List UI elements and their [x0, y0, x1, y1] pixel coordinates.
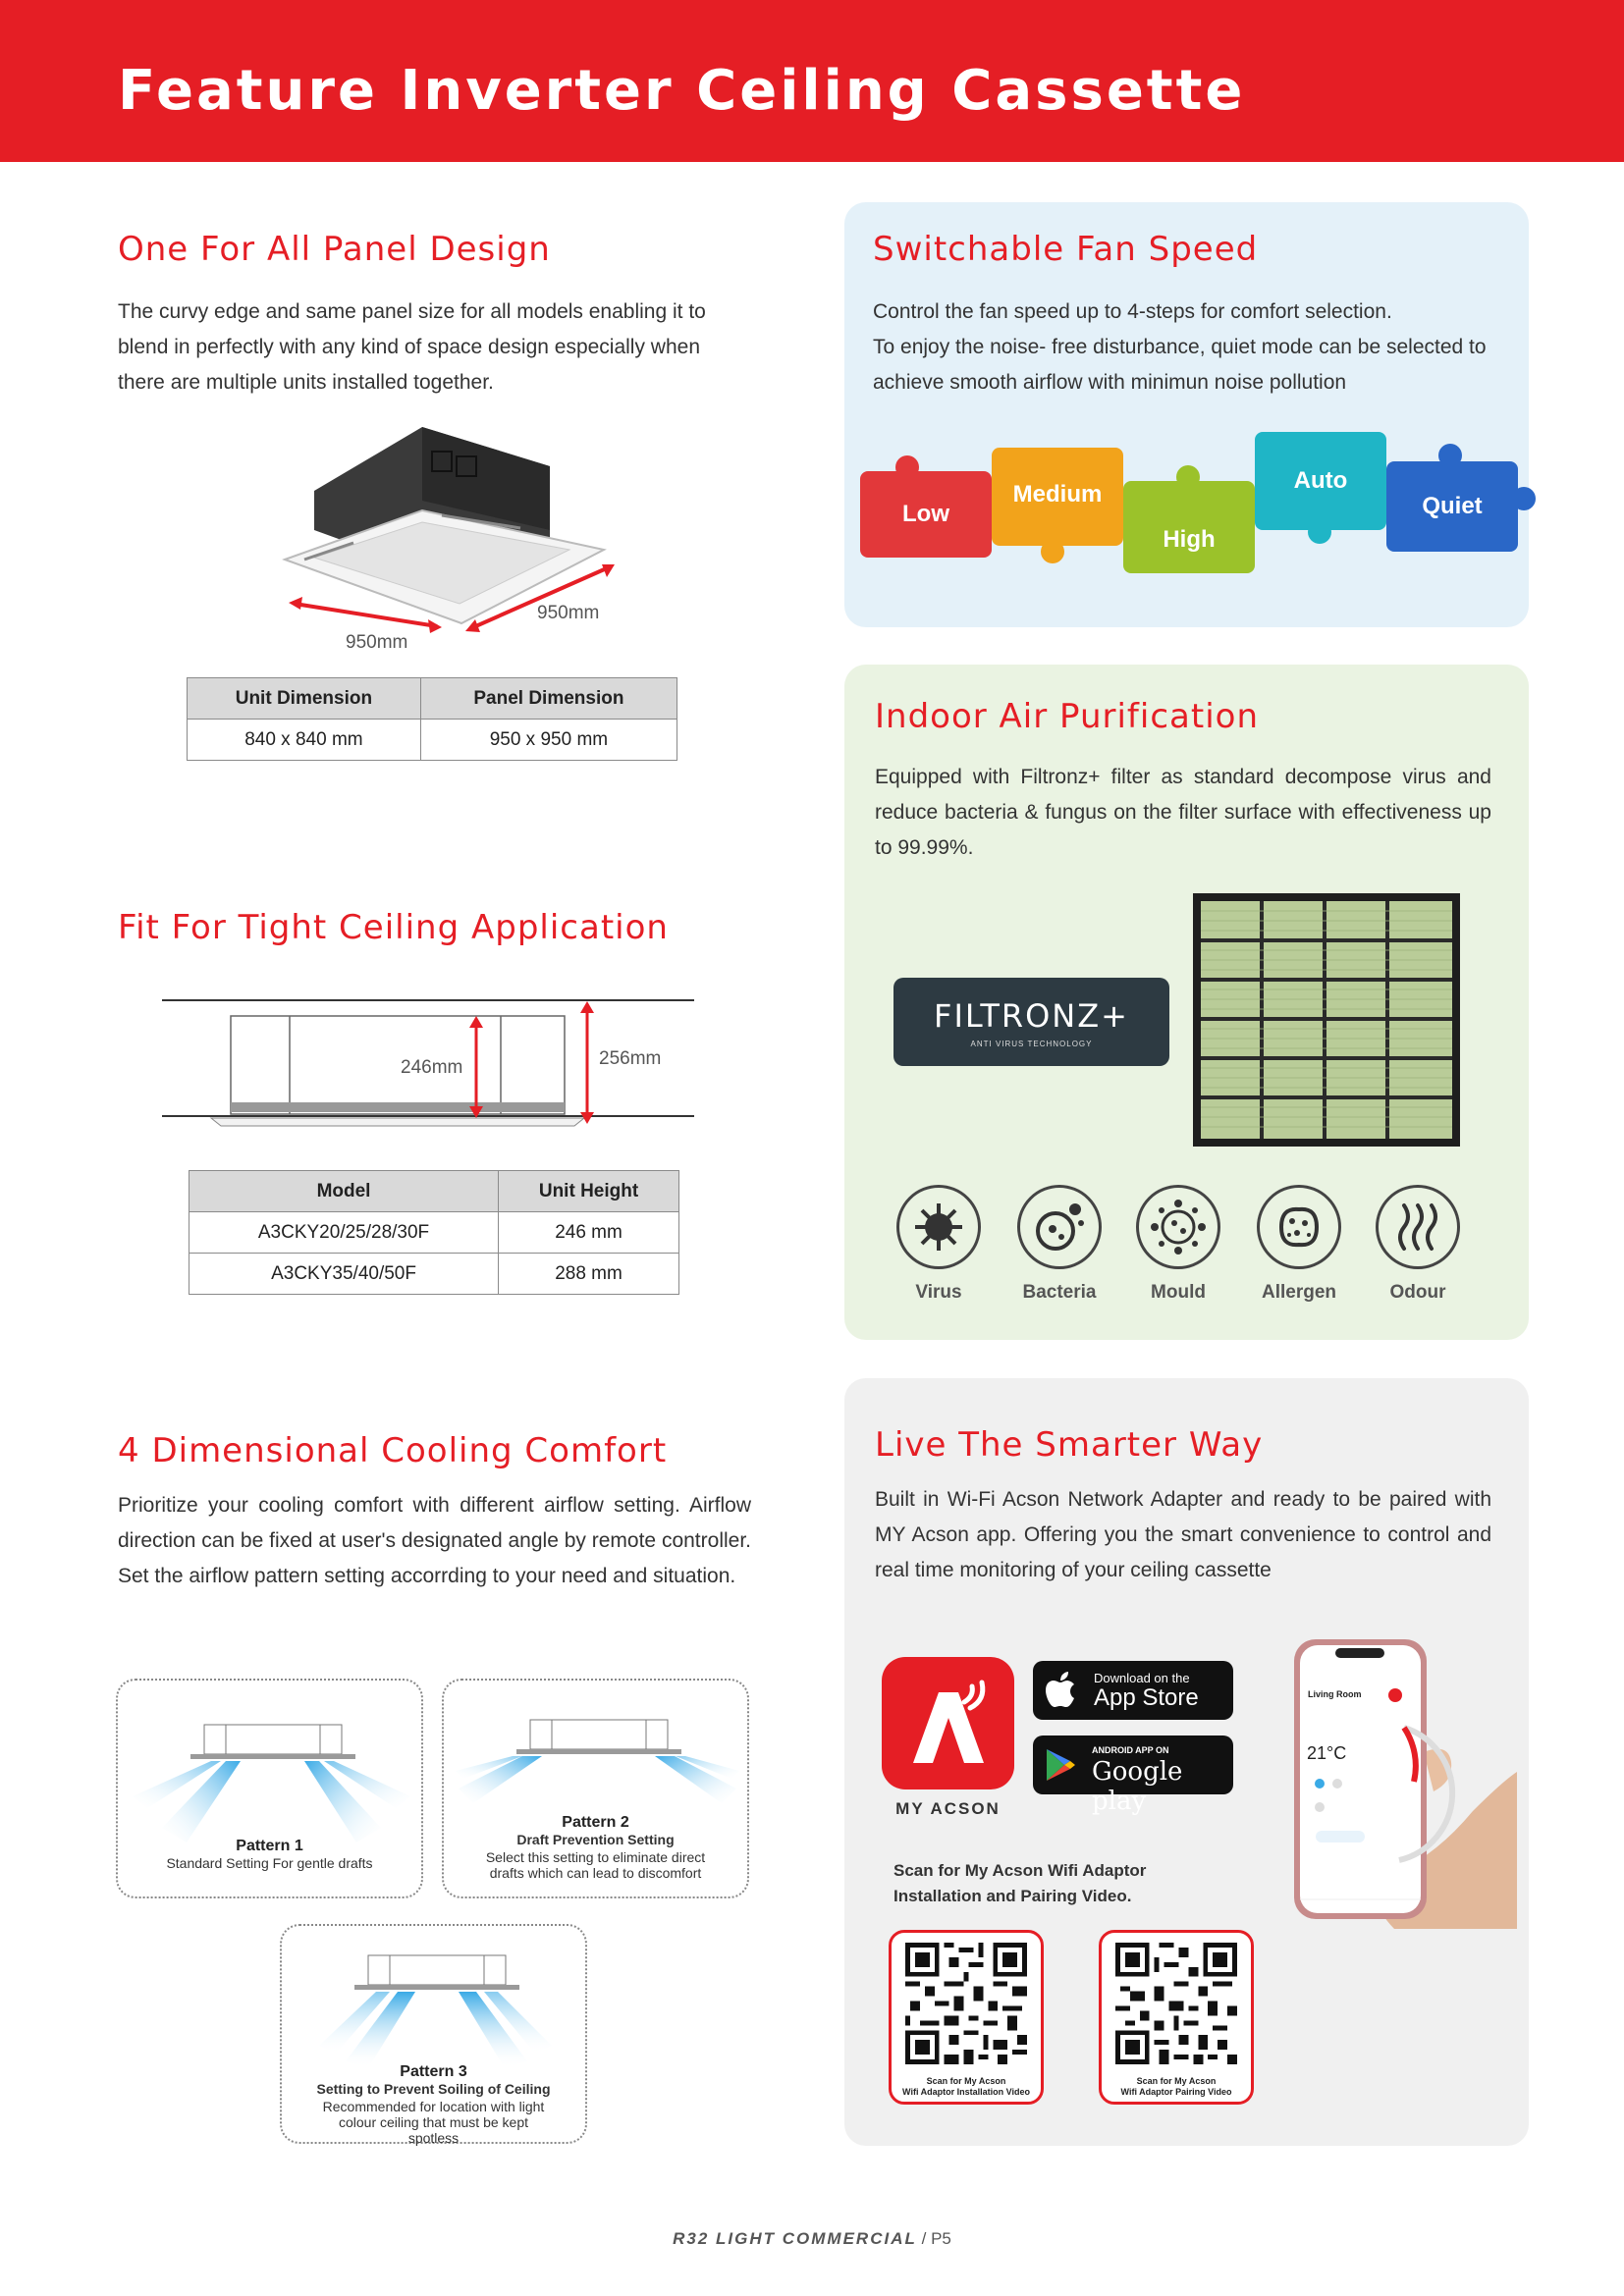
google-play-icon	[1045, 1747, 1076, 1783]
fan-speed-low: Low	[860, 471, 992, 558]
airflow-pattern-3-illustration	[292, 1946, 579, 2073]
table-row	[189, 1212, 679, 1254]
qr-caption-line1: Scan for My Acson	[926, 2076, 1006, 2086]
pattern-1-line1: Standard Setting For gentle drafts	[166, 1855, 373, 1871]
table-header: Unit Dimension	[188, 678, 421, 720]
qr-caption-line2: Wifi Adaptor Installation Video	[902, 2087, 1030, 2097]
footer	[0, 2229, 1624, 2249]
purification-body: Equipped with Filtronz+ filter as standard decompose virus and reduce bacteria & fungus on the filter surface with effectiveness up to 99.99%.	[875, 766, 1491, 859]
qr-caption-line2: Wifi Adaptor Pairing Video	[1120, 2087, 1232, 2097]
airflow-pattern-3-card	[280, 1924, 587, 2144]
qr-caption-line1: Scan for My Acson	[1136, 2076, 1217, 2086]
fan-speed-body-1: Control the fan speed up to 4-steps for comfort selection.	[873, 300, 1392, 323]
app-store-big-text: App Store	[1094, 1684, 1199, 1711]
unit-height-table	[189, 1170, 679, 1295]
footer-separator: /	[921, 2229, 932, 2248]
dimension-label-unit-height: 246mm	[401, 1057, 463, 1078]
dimension-label-right: 950mm	[537, 603, 600, 623]
app-store-button[interactable]	[1033, 1661, 1233, 1720]
table-header: Panel Dimension	[420, 678, 677, 720]
purification-title: Indoor Air Purification	[875, 697, 1259, 736]
filter-image	[1193, 893, 1460, 1147]
table-cell: A3CKY20/25/28/30F	[189, 1212, 499, 1254]
table-row	[189, 1254, 679, 1295]
mould-icon	[1136, 1185, 1220, 1269]
qr-code-image	[905, 1943, 1027, 2064]
cooling-title: 4 Dimensional Cooling Comfort	[118, 1431, 668, 1470]
airflow-pattern-2-illustration	[454, 1700, 741, 1818]
virus-icon	[896, 1185, 981, 1269]
panel-design-title: One For All Panel Design	[118, 230, 551, 269]
google-play-big-text: Google play	[1092, 1757, 1183, 1816]
fan-speed-body-2: To enjoy the noise- free disturbance, quiet mode can be selected to achieve smooth airflow with minimun noise pollution	[873, 336, 1487, 394]
scan-caption-line1: Scan for My Acson Wifi Adaptor	[893, 1861, 1147, 1880]
panel-dimension-table	[187, 677, 677, 761]
odour-label: Odour	[1389, 1282, 1446, 1303]
page-title: Feature Inverter Ceiling Cassette	[118, 59, 1246, 123]
table-cell: A3CKY35/40/50F	[189, 1254, 499, 1295]
footer-brand: R32 LIGHT COMMERCIAL	[673, 2229, 917, 2248]
filtronz-logo-text: FILTRONZ+	[934, 997, 1129, 1035]
qr-code-pairing[interactable]	[1099, 1930, 1254, 2105]
pattern-3-title: Pattern 3	[400, 2063, 467, 2080]
table-cell: 840 x 840 mm	[188, 720, 421, 761]
phone-room-label: Living Room	[1308, 1689, 1362, 1699]
qr-code-image	[1115, 1943, 1237, 2064]
pattern-3-line2: Recommended for location with light colour ceiling that must be kept spotless	[322, 2099, 545, 2146]
table-header: Unit Height	[499, 1171, 679, 1212]
pattern-2-title: Pattern 2	[562, 1814, 629, 1831]
allergen-label: Allergen	[1261, 1282, 1337, 1303]
phone-temperature: 21°C	[1307, 1743, 1347, 1763]
app-store-small-text: Download on the	[1094, 1671, 1190, 1685]
odour-icon	[1376, 1185, 1460, 1269]
table-cell: 950 x 950 mm	[420, 720, 677, 761]
cooling-body: Prioritize your cooling comfort with different airflow setting. Airflow direction can be fixed at user's designated angle by remote controller. Set the airflow pattern setting accorrding to your need and situation.	[118, 1494, 751, 1587]
dimension-label-total-height: 256mm	[599, 1048, 662, 1069]
airflow-pattern-2-card	[442, 1679, 749, 1898]
table-cell: 288 mm	[499, 1254, 679, 1295]
fan-speed-quiet: Quiet	[1386, 461, 1518, 552]
bacteria-label: Bacteria	[1022, 1282, 1097, 1303]
mould-label: Mould	[1151, 1282, 1206, 1303]
pattern-2-line1: Draft Prevention Setting	[516, 1832, 675, 1847]
smart-title: Live The Smarter Way	[875, 1425, 1264, 1465]
pattern-3-line1: Setting to Prevent Soiling of Ceiling	[316, 2081, 551, 2097]
dimension-label-left: 950mm	[346, 632, 408, 653]
fan-speed-auto: Auto	[1255, 432, 1386, 530]
table-header: Model	[189, 1171, 499, 1212]
filtronz-logo	[893, 978, 1169, 1066]
filtronz-logo-subtitle: ANTI VIRUS TECHNOLOGY	[970, 1040, 1093, 1048]
pattern-2-line2: Select this setting to eliminate direct drafts which can lead to discomfort	[485, 1849, 706, 1881]
phone-in-hand-image	[1276, 1634, 1517, 1929]
footer-page-number: P5	[931, 2229, 951, 2248]
allergen-icon	[1257, 1185, 1341, 1269]
smart-body: Built in Wi-Fi Acson Network Adapter and ready to be paired with MY Acson app. Offering you the smart convenience to control and real time monitoring of your ceiling cassette	[875, 1488, 1491, 1581]
pattern-1-title: Pattern 1	[236, 1838, 303, 1854]
bacteria-icon	[1017, 1185, 1102, 1269]
my-acson-app-icon[interactable]	[882, 1657, 1014, 1789]
app-name-label: MY ACSON	[895, 1799, 1001, 1818]
fan-speed-medium: Medium	[992, 448, 1123, 546]
panel-design-body: The curvy edge and same panel size for all models enabling it to blend in perfectly with any kind of space design especially when there are multiple units installed together.	[118, 300, 706, 394]
apple-icon	[1045, 1671, 1078, 1710]
google-play-small-text: ANDROID APP ON	[1092, 1745, 1169, 1755]
google-play-button[interactable]	[1033, 1735, 1233, 1816]
table-cell: 246 mm	[499, 1212, 679, 1254]
qr-code-installation[interactable]	[889, 1930, 1044, 2105]
tight-ceiling-title: Fit For Tight Ceiling Application	[118, 908, 669, 947]
fan-speed-title: Switchable Fan Speed	[873, 230, 1259, 269]
airflow-pattern-1-card	[116, 1679, 423, 1898]
airflow-pattern-1-illustration	[128, 1710, 415, 1847]
fan-speed-high: High	[1123, 481, 1255, 573]
scan-caption-line2: Installation and Pairing Video.	[893, 1887, 1132, 1905]
virus-label: Virus	[915, 1282, 962, 1303]
